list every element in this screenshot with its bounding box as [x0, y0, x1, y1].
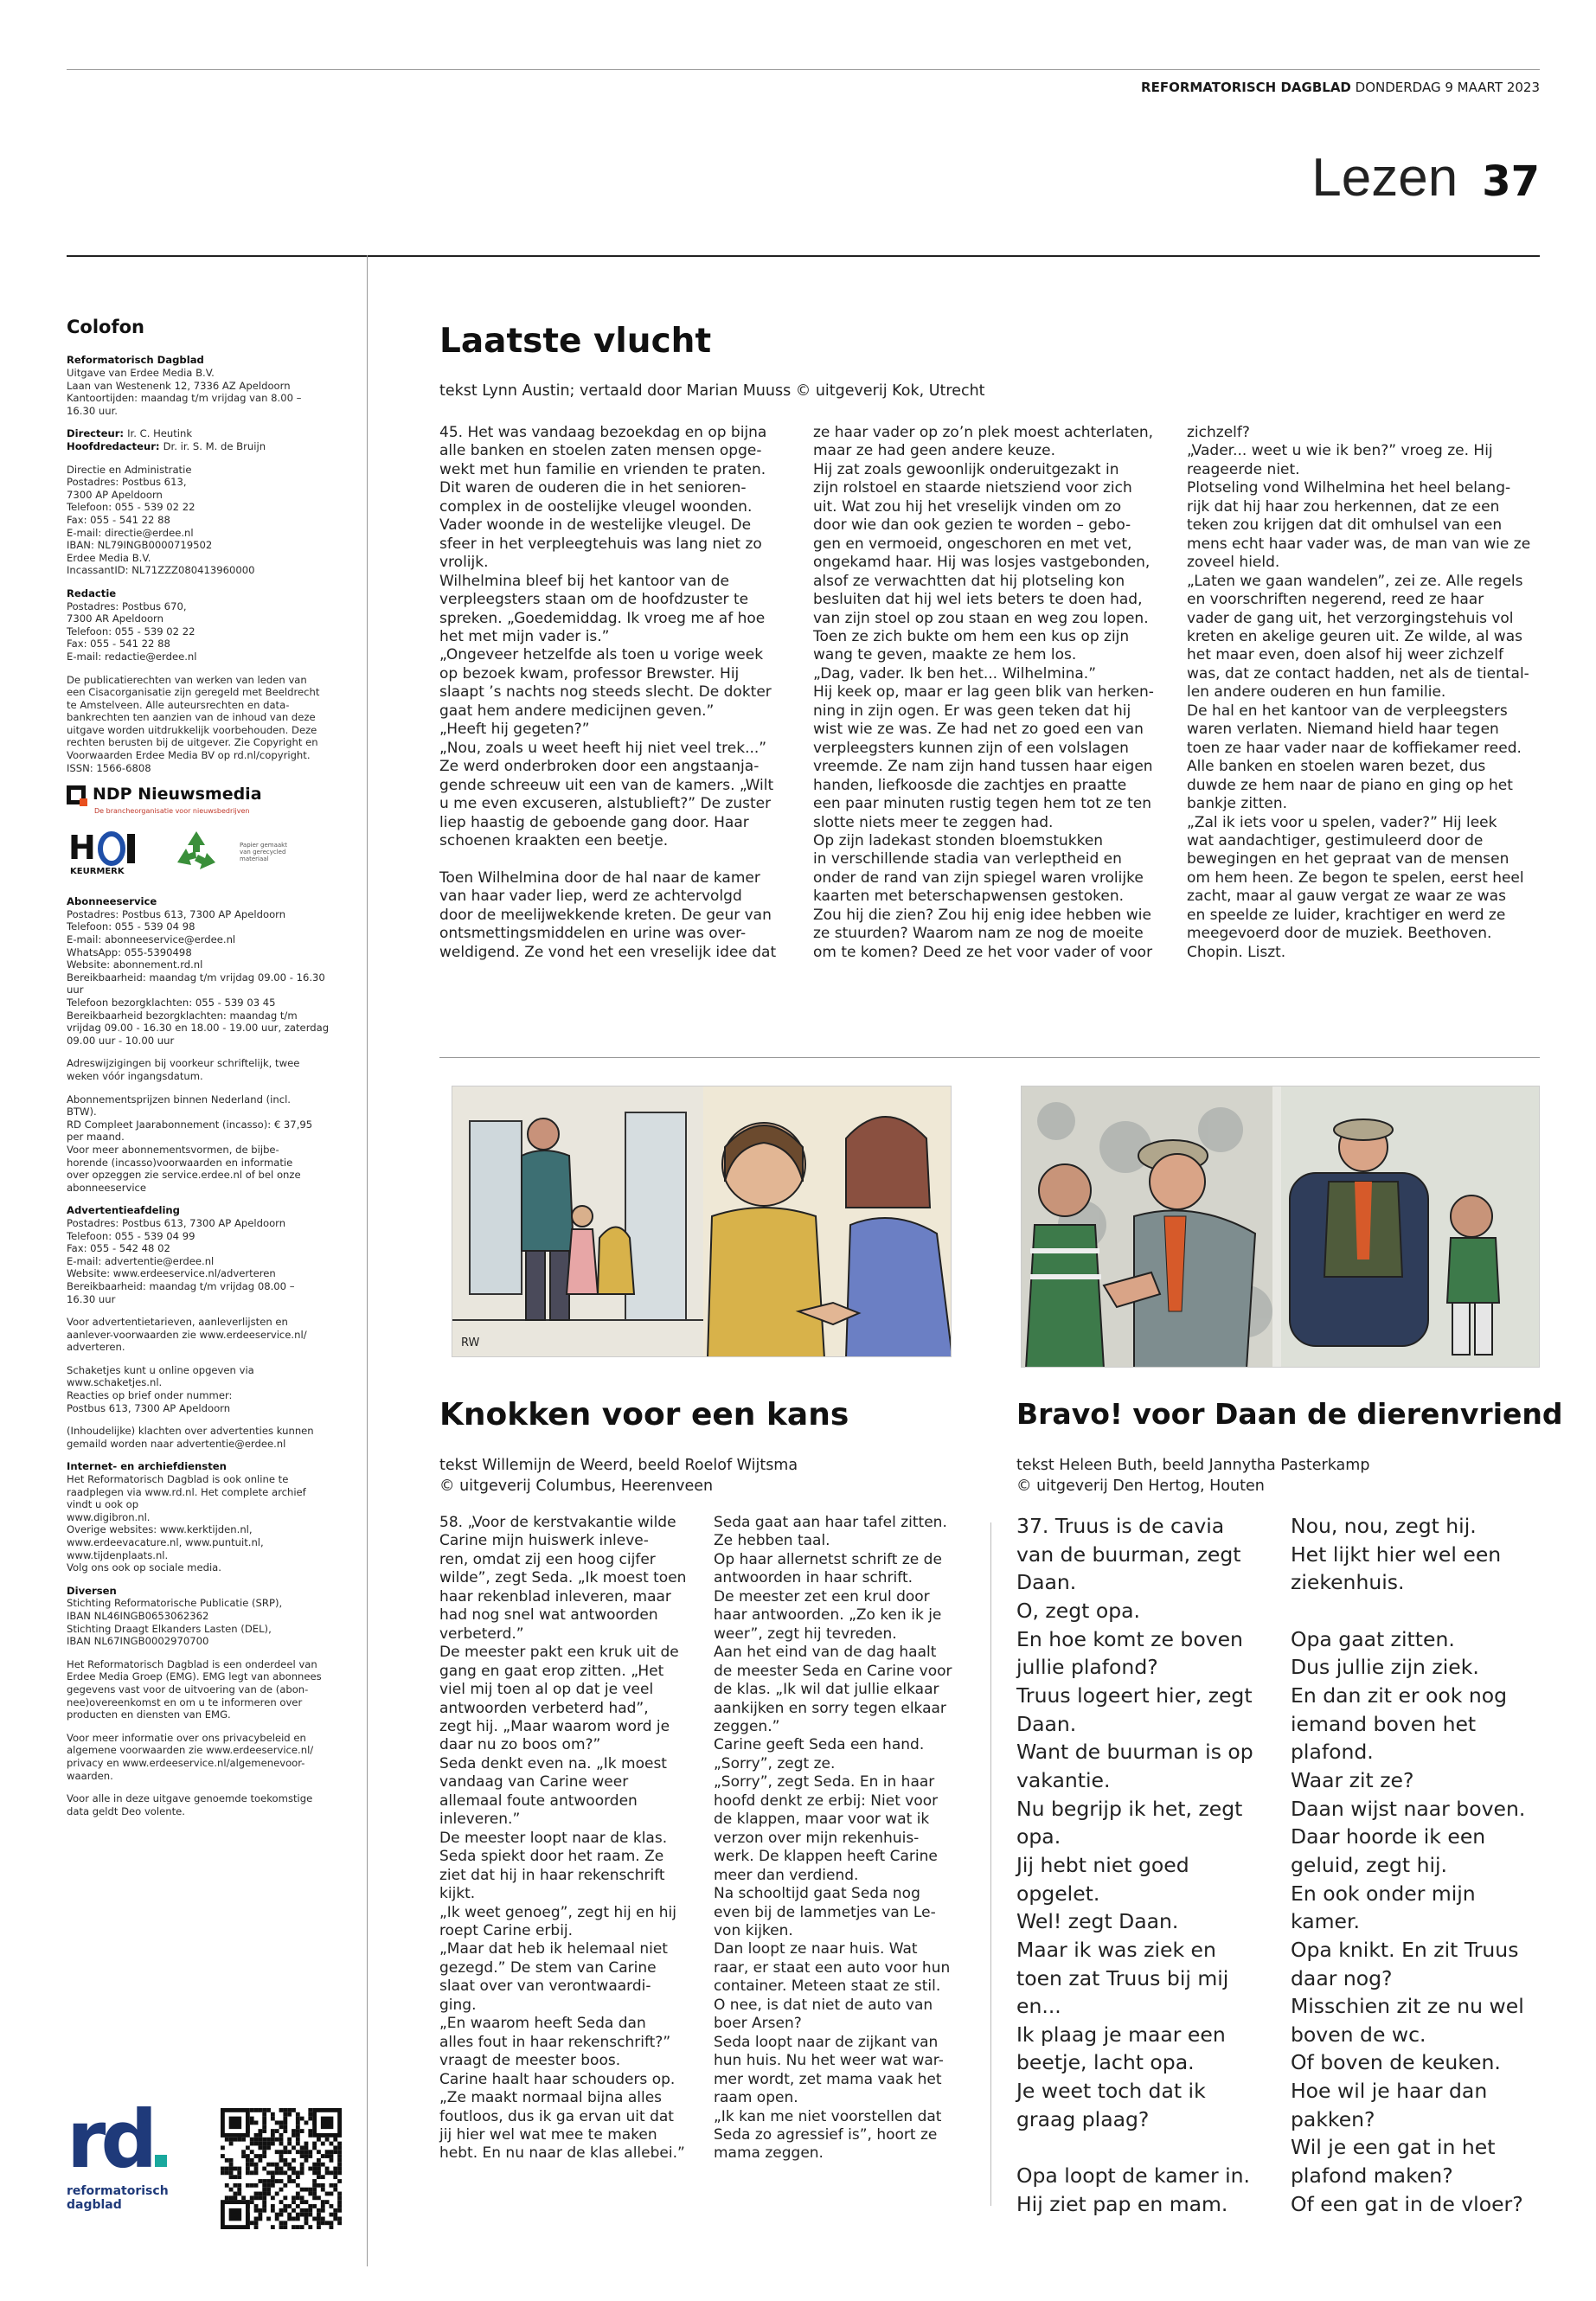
colofon-block [67, 427, 348, 440]
colofon-block-text: Postadres: Postbus 613, 7300 AP Apeldoorn Telefoon: 055 - 539 04 98 E-mail: abonneeservice@erdee.nl WhatsApp: 055-5390498 Website: abonnement.rd.nl Bereikbaarheid: maandag t/m vrijdag 09.00 - 16.30 uur Telefoon bezorgklachten: 055 - 539 03 45 Bereikbaarheid bezorgklachten: maandag t/m vrijdag 09.00 - 16.30 en 18.00 - 19.00 uur, zaterdag 09.00 uur - 10.00 uur [67, 907, 330, 1047]
colofon-block-text: Abonnementsprijzen binnen Nederland (incl. BTW). RD Compleet Jaarabonnement (incasso): € 37,95 per maand. Voor meer abonnementsvormen, de bijbe- horende (incasso)voorwaarden en informatie over opzeggen zie service.erdee.nl of bel onze abonneeservice [67, 1093, 313, 1194]
colofon-block-heading: Abonneeservice [67, 895, 157, 908]
colofon-block-text: Stichting Reformatorische Publicatie (SRP), IBAN NL46INGB0653062362 Stichting Draagt Elkanders Lasten (DEL), IBAN NL67INGB0002970700 [67, 1597, 283, 1648]
colofon-block [67, 1792, 348, 1817]
colofon-block-text: Directie en Administratie Postadres: Postbus 613, 7300 AP Apeldoorn Telefoon: 055 - 539 02 22 Fax: 055 - 541 22 88 E-mail: directie@erdee.nl IBAN: NL79INGB0000719502 Erdee Media B.V. IncassantID: NL71ZZZ080413960000 [67, 463, 255, 577]
recycle-note: Papier gemaakt van gerecycled materiaal [240, 841, 287, 863]
header-rule [67, 255, 1540, 257]
colofon-block-text: (Inhoudelijke) klachten over advertenties kunnen gemaild worden naar advertentie@erdee.nl [67, 1425, 314, 1450]
masthead [1141, 80, 1540, 95]
article-divider [990, 1522, 991, 2206]
colofon-block [67, 464, 348, 577]
colofon-divider [367, 255, 368, 2266]
colofon-block [67, 1204, 348, 1305]
section-divider [439, 1057, 1540, 1058]
colofon-block [67, 1316, 348, 1354]
colofon-block [67, 1093, 348, 1195]
article-title-knokken: Knokken voor een kans [439, 1397, 849, 1433]
colofon-block-text: Uitgave van Erdee Media B.V. Laan van Westenenk 12, 7336 AZ Apeldoorn Kantoortijden: maandag t/m vrijdag van 8.00 – 16.30 uur. [67, 367, 302, 417]
ndp-sub: De brancheorganisatie voor nieuwsbedrijven [94, 807, 250, 816]
colofon-block-heading: Internet- en archiefdiensten [67, 1460, 227, 1473]
qr-code-icon[interactable] [221, 2108, 342, 2229]
keurmerk-logos [67, 828, 348, 876]
ndp-name: NDP Nieuwsmedia [93, 785, 262, 804]
article2-column-1: 58. „Voor de kerstvakantie wilde Carine mijn huiswerk inleve- ren, omdat zij een hoog cijfer wilde”, zegt Seda. „Ik moest toen haar rekenblad inleveren, maar had nog snel wat antwoorden verbeterd.” De meester pakt een kruk uit de gang en gaat erop zitten. „Het viel mij toen al op dat je veel antwoorden verbeterd had”, zegt hij. „Maar waarom word je daar nu zo boos om?” Seda denkt even na. „Ik moest vandaag van Carine weer allemaal foute antwoorden inleveren.” De meester loopt naar de klas. Seda spiekt door het raam. Ze ziet dat hij in haar rekenschrift kijkt. „Ik weet genoeg”, zegt hij en hij roept Carine erbij. „Maar dat heb ik helemaal niet gezegd.” De stem van Carine slaat over van verontwaardi- ging. „En waarom heeft Seda dan alles fout in haar rekenschrift?” vraagt de meester boos. Carine haalt haar schouders op. „Ze maakt normaal bijna alles foutloos, dus ik ga ervan uit dat jij hier wel wat mee te maken hebt. En nu naar de klas allebei.” [439, 1514, 687, 2163]
colofon [67, 316, 348, 1828]
top-rule [67, 69, 1540, 70]
colofon-block [67, 1425, 348, 1450]
colofon-blocks-2 [67, 895, 348, 1817]
colofon-block-heading: Redactie [67, 586, 117, 599]
section-name: Lezen [1311, 148, 1458, 208]
colofon-block-text: Adreswijzigingen bij voorkeur schriftelijk, twee weken vóór ingangsdatum. [67, 1057, 300, 1082]
recycle-icon [172, 828, 221, 876]
article3-column-1: 37. Truus is de cavia van de buurman, zegt Daan. O, zegt opa. En hoe komt ze boven jullie plafond? Truus logeert hier, zegt Daan. Want de buurman is op vakantie. Nu begrijp ik het, zegt opa. Jij hebt niet goed opgelet. Wel! zegt Daan. Maar ik was ziek en toen zat Truus bij mij en... Ik plaag je maar een beetje, lacht opa. Je weet toch dat ik graag plaag? Opa loopt de kamer in. Hij ziet pap en mam. [1016, 1514, 1253, 2216]
masthead-paper: REFORMATORISCH DAGBLAD [1141, 80, 1351, 95]
svg-text:H: H [68, 829, 96, 868]
article-title-laatste-vlucht: Laatste vlucht [439, 322, 712, 361]
grandpa-and-boy-illustration [1022, 1086, 1540, 1368]
ndp-logo-icon [67, 785, 86, 804]
colofon-block-text: Voor advertentietarieven, aanleverlijsten en aanlever-voorwaarden zie www.erdeeservice.nl/ adverteren. [67, 1316, 307, 1354]
rd-logo-name: reformatorisch dagblad [67, 2184, 169, 2213]
article1-column-2: ze haar vader op zo’n plek moest achterlaten, maar ze had geen andere keuze. Hij zat zoals gewoonlijk onderuitgezakt in zijn rolstoel en staarde nietsziend voor zich uit. Wat zou hij het vreselijk vinden om zo door wie dan ook gezien te worden – gebo- gen en vermoeid, ongeschoren en met vet, ongekamd haar. Hij was losjes vastgebonden, alsof ze verwachtten dat hij plotseling kon besluiten dat hij wel iets beters te doen had, van zijn stoel op zou staan en weg zou lopen. Toen ze zich bukte om hem een kus op zijn wang te geven, maakte ze hem los. „Dag, vader. Ik ben het... Wilhelmina.” Hij keek op, maar er lag geen blik van herken- ning in zijn ogen. Er was geen teken dat hij wist wie ze was. Ze had net zo goed een van verpleegsters kunnen zijn of een volslagen vreemde. Ze nam zijn hand tussen haar eigen handen, liefkoosde die zachtjes en praatte een paar minuten rustig tegen hem tot ze ten slotte niets meer te zeggen had. Op zijn ladekast stonden bloemstukken in verschillende stadia van verleptheid en onder de rand van zijn spiegel waren vrolijke kaarten met beterschapwensen gestoken. Zou hij die zien? Zou hij enig idee hebben wie ze stuurden? Waarom nam ze nog de moeite om te komen? Deed ze het voor vader of voor [813, 424, 1154, 961]
colofon-block [67, 1585, 348, 1648]
rd-logo-mark [67, 2093, 169, 2186]
ndp-logo [67, 785, 348, 805]
rd-logo-dot [155, 2155, 167, 2167]
colofon-block-heading: Diversen [67, 1584, 117, 1597]
article2-column-2: Seda gaat aan haar tafel zitten. Ze hebben taal. Op haar allernetst schrift ze de antwoorden in haar schrift. De meester zet een krul door haar antwoorden. „Zo ken ik je weer”, zegt hij tevreden. Aan het eind van de dag haalt de meester Seda en Carine voor de klas. „Ik wil dat jullie elkaar aankijken en sorry tegen elkaar zeggen.” Carine geeft Seda een hand. „Sorry”, zegt ze. „Sorry”, zegt Seda. En in haar hoofd denkt ze erbij: Niet voor de klappen, maar voor wat ik verzon over mijn rekenhuis- werk. De klappen heeft Carine meer dan verdiend. Na schooltijd gaat Seda nog even bij de lammetjes van Le- von kijken. Dan loopt ze naar huis. Wat raar, er staat een auto voor hun container. Meteen staat ze stil. O nee, is dat niet de auto van boer Arsen? Seda loopt naar de zijkant van hun huis. Nu het weer wat war- mer wordt, zet mama vaak het raam open. „Ik kan me niet voorstellen dat Seda zo agressief is”, hoort ze mama zeggen. [714, 1514, 952, 2163]
colofon-block [67, 440, 348, 453]
article2-byline: tekst Willemijn de Weerd, beeld Roelof Wijtsma © uitgeverij Columbus, Heerenveen [439, 1457, 798, 1495]
colofon-block-text: Het Reformatorisch Dagblad is ook online te raadplegen via www.rd.nl. Het complete archief vindt u ook op www.digibron.nl. Overige websites: www.kerktijden.nl, www.erdeevacature.nl, www.puntuit.nl, www.tijdenplaats.nl. Volg ons ook op sociale media. [67, 1473, 306, 1574]
colofon-block-heading: Advertentieafdeling [67, 1204, 180, 1217]
colofon-blocks [67, 354, 348, 774]
article3-column-2: Nou, nou, zegt hij. Het lijkt hier wel een ziekenhuis. Opa gaat zitten. Dus jullie zijn ziek. En dan zit er ook nog iemand boven het plafond. Waar zit ze? Daan wijst naar boven. Daar hoorde ik een geluid, zegt hij. En ook onder mijn kamer. Opa knikt. En zit Truus daar nog? Misschien zit ze nu wel boven de wc. Of boven de keuken. Hoe wil je haar dan pakken? Wil je een gat in het plafond maken? Of een gat in de vloer? [1291, 1514, 1526, 2216]
masthead-date: DONDERDAG 9 MAART 2023 [1355, 80, 1540, 95]
illustrator-signature: RW [461, 1336, 480, 1349]
page-number: 37 [1482, 157, 1540, 206]
hoi-keurmerk-icon [67, 828, 153, 876]
colofon-block [67, 1364, 348, 1414]
keurmerk-label: KEURMERK [70, 867, 125, 877]
colofon-block-text: Voor alle in deze uitgave genoemde toekomstige data geldt Deo volente. [67, 1792, 313, 1817]
colofon-block-text: Schaketjes kunt u online opgeven via www.schaketjes.nl. Reacties op brief onder nummer: Postbus 613, 7300 AP Apeldoorn [67, 1363, 254, 1414]
article3-byline: tekst Heleen Buth, beeld Jannytha Pasterkamp © uitgeverij Den Hertog, Houten [1016, 1457, 1370, 1495]
article-title-bravo: Bravo! voor Daan de dierenvriend [1016, 1397, 1563, 1431]
colofon-block [67, 1732, 348, 1782]
colofon-block [67, 895, 348, 1047]
colofon-block [67, 1658, 348, 1721]
rd-logo-text: rd [67, 2093, 153, 2186]
colofon-block-text: De publicatierechten van werken van leden van een Cisacorganisatie zijn geregeld met Beeldrecht te Amstelveen. Alle auteursrechten en data- bankrechten ten aanzien van de inhoud van deze uitgave worden uitdrukkelijk voorbehouden. Deze rechten berusten bij de uitgever. Zie Copyright en Voorwaarden Erdee Media BV op rd.nl/copyright. ISSN: 1566-6808 [67, 673, 320, 774]
colofon-block-text: Het Reformatorisch Dagblad is een onderdeel van Erdee Media Groep (EMG). EMG legt van abonnees gegevens vast voor de uitvoering van de (abon- nee)overeenkomst en om u te informeren over producten en diensten van EMG. [67, 1657, 322, 1721]
classroom-handshake-illustration [452, 1086, 952, 1357]
colofon-block [67, 1057, 348, 1082]
illustration-bravo [1021, 1086, 1540, 1368]
colofon-block-heading: Directeur: [67, 427, 128, 440]
article1-byline: tekst Lynn Austin; vertaald door Marian Muuss © uitgeverij Kok, Utrecht [439, 382, 985, 400]
colofon-block-text: Ir. C. Heutink [127, 427, 193, 440]
colofon-title: Colofon [67, 317, 144, 337]
colofon-block-text: Dr. ir. S. M. de Bruijn [163, 440, 266, 453]
colofon-block-heading: Reformatorisch Dagblad [67, 354, 204, 367]
article1-column-1: 45. Het was vandaag bezoekdag en op bijna alle banken en stoelen zaten mensen opge- wekt met hun familie en vrienden te praten. Dit waren de ouderen die in het senioren- complex in de oostelijke vleugel woonden. Vader woonde in de westelijke vleugel. De sfeer in het verpleegtehuis was lang niet zo vrolijk. Wilhelmina bleef bij het kantoor van de verpleegsters staan om de hoofdzuster te spreken. „Goedemiddag. Ik vroeg me af hoe het met mijn vader is.” „Ongeveer hetzelfde als toen u vorige week op bezoek kwam, professor Brewster. Hij slaapt ’s nachts nog steeds slecht. De dokter gaat hem andere medicijnen geven.” „Heeft hij gegeten?” „Nou, zoals u weet heeft hij niet veel trek...” Ze werd onderbroken door een angstaanja- gende schreeuw uit een van de kamers. „Wilt u me even excuseren, alstublieft?” De zuster liep haastig de geboende gang door. Haar schoenen kraakten een beetje. Toen Wilhelmina door de hal naar de kamer van haar vader liep, werd ze achtervolgd door de meelijwekkende kreten. De geur van ontsmettingsmiddelen en urine was over- weldigend. Ze vond het een vreselijk idee dat [439, 424, 777, 961]
colofon-block [67, 674, 348, 775]
article1-column-3: zichzelf? „Vader... weet u wie ik ben?” vroeg ze. Hij reageerde niet. Plotseling vond Wilhelmina het heel belang- rijk dat hij haar zou herkennen, dat ze een teken zou krijgen dat dit omhulsel van een mens echt haar vader was, de man van wie ze zoveel hield. „Laten we gaan wandelen”, zei ze. Alle regels en voorschriften negerend, reed ze haar vader de gang uit, het verzorgingstehuis vol kreten en akelige geuren uit. Ze wilde, al was het maar even, doen alsof hij weer zichzelf was, dat ze contact hadden, net als de tiental- len andere ouderen en hun familie. De hal en het kantoor van de verpleegsters waren verlaten. Niemand hield haar tegen toen ze haar vader naar de koffiekamer reed. Alle banken en stoelen waren bezet, dus duwde ze hem naar de piano en ging op het bankje zitten. „Zal ik iets voor u spelen, vader?” Hij leek wat aandachtiger, gestimuleerd door de bewegingen en het gepraat van de mensen om hem heen. Ze begon te spelen, eerst heel zacht, maar al gauw vergat ze waar ze was en speelde ze luider, krachtiger en werd ze meegevoerd door de muziek. Beethoven. Chopin. Liszt. [1187, 424, 1531, 961]
colofon-block [67, 354, 348, 417]
colofon-block-text: Voor meer informatie over ons privacybeleid en algemene voorwaarden zie www.erdeeservice.nl/ privacy en www.erdeeservice.nl/algemenevoor- waarden. [67, 1731, 314, 1782]
colofon-block [67, 587, 348, 663]
rd-logo [67, 2093, 169, 2213]
colofon-block-heading: Hoofdredacteur: [67, 440, 163, 453]
section-header [1311, 147, 1540, 208]
colofon-block [67, 1460, 348, 1574]
illustration-knokken [452, 1086, 952, 1357]
colofon-block-text: Postadres: Postbus 613, 7300 AP Apeldoorn Telefoon: 055 - 539 04 99 Fax: 055 - 542 48 02 E-mail: advertentie@erdee.nl Website: www.erdeeservice.nl/adverteren Bereikbaarheid: maandag t/m vrijdag 08.00 – 16.30 uur [67, 1216, 295, 1305]
colofon-block-text: Postadres: Postbus 670, 7300 AR Apeldoorn Telefoon: 055 - 539 02 22 Fax: 055 - 541 22 88 E-mail: redactie@erdee.nl [67, 599, 197, 663]
